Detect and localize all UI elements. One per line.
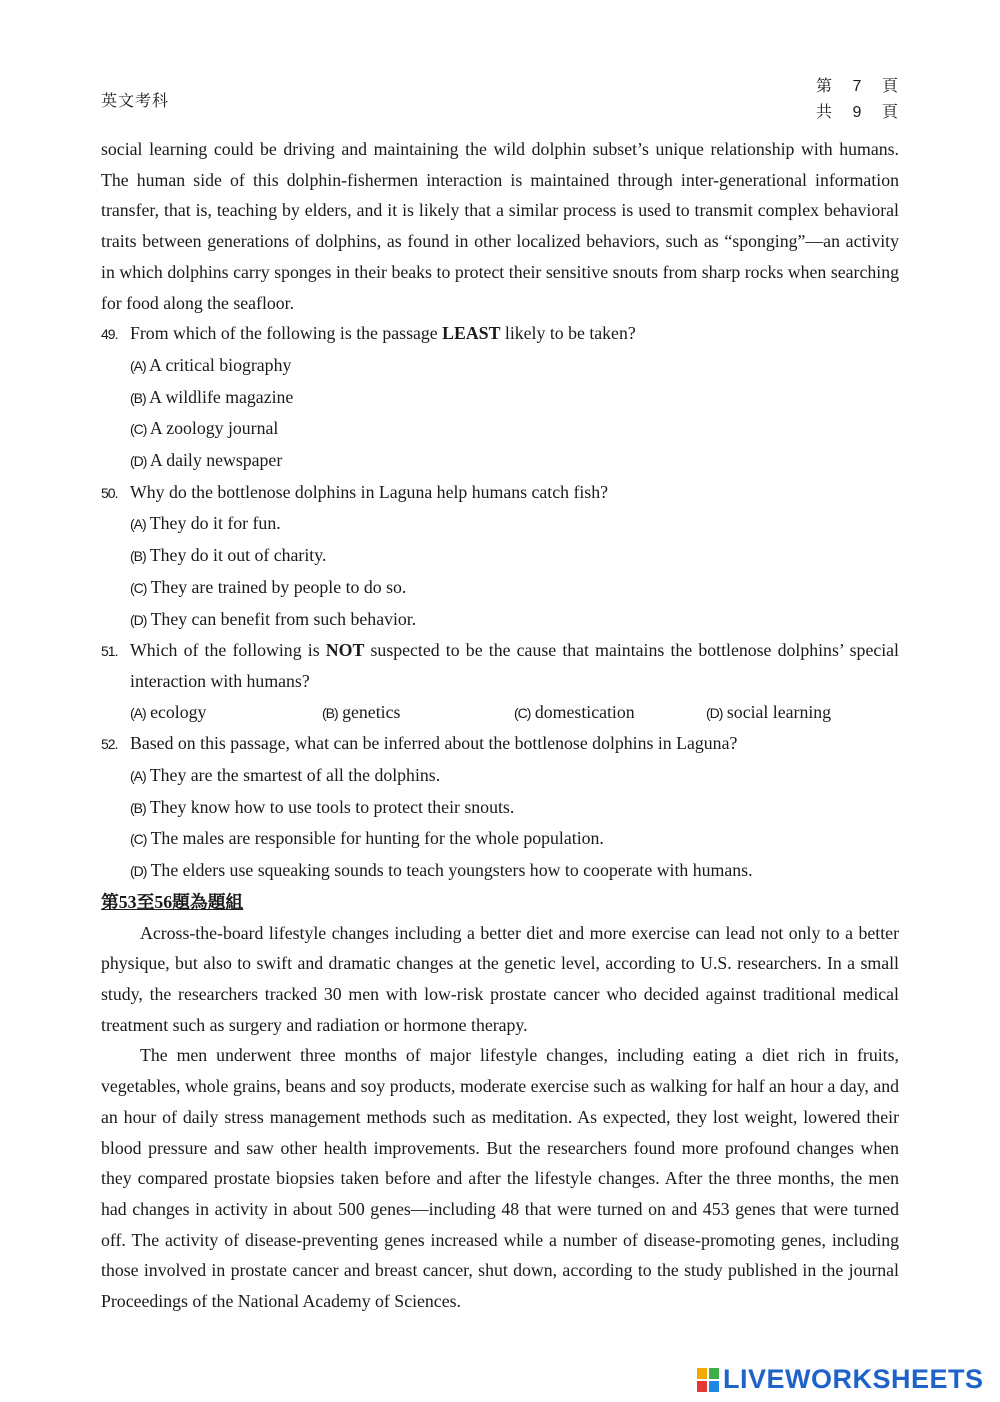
option-d[interactable]: (D) A daily newspaper xyxy=(130,450,283,471)
worksheet-body xyxy=(101,134,899,1317)
passage-paragraph-2: The men underwent three months of major lifestyle changes, including eating a diet rich in fruits, vegetables, whole grains, beans and soy products, moderate exercise such as walking for half an hour a day, and an hour of daily stress management methods such as meditation. As expected, they lost weight, lowered their blood pressure and saw other health improvements. But the researchers found more profound changes when they compared prostate biopsies taken before and after the lifestyle changes. After the three months, the men had changes in activity in about 500 genes—including 48 that were turned on and 453 genes that were turned off. The activity of disease-preventing genes increased while a number of disease-promoting genes, including those involved in prostate cancer and breast cancer, shut down, according to the study published in the journal Proceedings of the National Academy of Sciences. xyxy=(101,1045,899,1312)
question-stem: Based on this passage, what can be inferred about the bottlenose dolphins in Laguna? xyxy=(130,733,738,754)
options-row xyxy=(101,697,899,729)
option-d[interactable]: (D) They can benefit from such behavior. xyxy=(130,608,417,629)
page-unit: 頁 xyxy=(881,78,898,95)
total-pages: 9 xyxy=(852,104,862,121)
option-a[interactable]: (A) They are the smartest of all the dolphins. xyxy=(130,765,441,786)
section-heading: 第53至56題為題組 xyxy=(101,891,244,912)
logo-text: LIVEWORKSHEETS xyxy=(723,1364,984,1394)
question-number: 50. xyxy=(101,484,118,501)
question-stem: Why do the bottlenose dolphins in Laguna help humans catch fish? xyxy=(130,481,609,502)
mark-square xyxy=(697,1368,707,1379)
subject-header: 英文考科 xyxy=(101,93,170,110)
mark-square xyxy=(709,1368,719,1379)
option-a[interactable]: (A) A critical biography xyxy=(130,354,292,375)
question-number: 51. xyxy=(101,643,118,660)
passage-continued: social learning could be driving and maintaining the wild dolphin subset’s unique relationship with humans. The human side of this dolphin-fishermen interaction is maintained through inter-generational information transfer, that is, teaching by elders, and it is likely that a similar process is used to transmit complex behavioral traits between generations of dolphins, as found in other localized behaviors, such as “sponging”—an activity in which dolphins carry sponges in their beaks to protect their sensitive snouts from sharp rocks when searching for food along the seafloor. xyxy=(101,139,899,313)
passage-paragraph-1: Across-the-board lifestyle changes including a better diet and more exercise can lead not only to a better physique, but also to swift and dramatic changes at the genetic level, according to U.S. researchers. In a small study, the researchers tracked 30 men with low-risk prostate cancer who decided against traditional medical treatment such as surgery and radiation or hormone therapy. xyxy=(101,922,899,1035)
question-number: 52. xyxy=(101,736,118,753)
page-number: 7 xyxy=(852,78,862,95)
option-d[interactable]: (D) The elders use squeaking sounds to teach youngsters how to cooperate with humans. xyxy=(130,860,753,881)
question-51 xyxy=(101,635,899,728)
option-b[interactable]: (B) They know how to use tools to protect their snouts. xyxy=(130,796,515,817)
question-50 xyxy=(101,477,899,636)
option-c[interactable]: (C) The males are responsible for hunting for the whole population. xyxy=(130,828,604,849)
page-label: 第 xyxy=(816,78,833,95)
question-stem: From which of the following is the passage LEAST likely to be taken? xyxy=(130,323,636,344)
option-c[interactable]: (C) A zoology journal xyxy=(130,418,279,439)
liveworksheets-logo[interactable] xyxy=(697,1364,984,1395)
option-c[interactable]: (C) They are trained by people to do so. xyxy=(130,576,407,597)
total-label: 共 xyxy=(816,104,833,121)
total-unit: 頁 xyxy=(881,104,898,121)
mark-square xyxy=(709,1381,719,1392)
option-d[interactable]: (D) social learning xyxy=(706,701,832,722)
liveworksheets-mark-icon xyxy=(697,1368,719,1392)
option-a[interactable]: (A) ecology xyxy=(130,701,207,722)
page-indicator xyxy=(816,74,898,126)
mark-square xyxy=(697,1381,707,1392)
option-b[interactable]: (B) They do it out of charity. xyxy=(130,545,327,566)
question-49 xyxy=(101,318,899,477)
question-number: 49. xyxy=(101,326,118,343)
question-52 xyxy=(101,728,899,887)
question-stem: Which of the following is NOT suspected to be the cause that maintains the bottlenose dolphins’ special interaction with humans? xyxy=(130,640,899,691)
option-b[interactable]: (B) A wildlife magazine xyxy=(130,386,294,407)
option-a[interactable]: (A) They do it for fun. xyxy=(130,513,281,534)
option-c[interactable]: (C) domestication xyxy=(514,701,635,722)
option-b[interactable]: (B) genetics xyxy=(322,701,401,722)
